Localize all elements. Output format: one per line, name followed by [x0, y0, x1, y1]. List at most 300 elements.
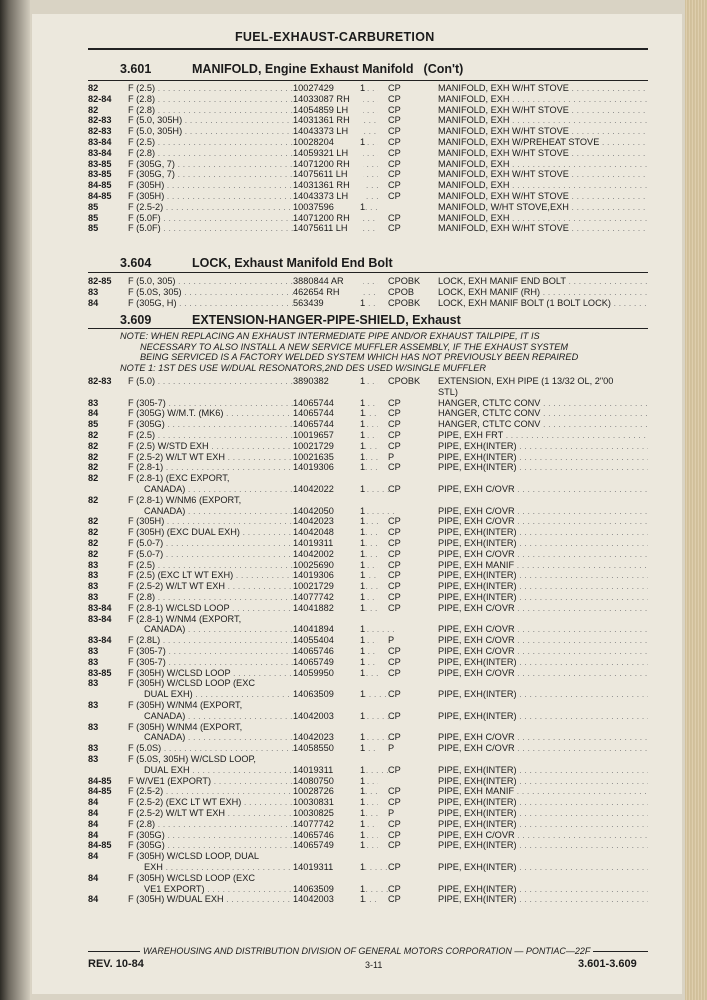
part-number: 14042048 — [293, 527, 363, 537]
model-year: 82 — [88, 516, 99, 527]
section-rule — [88, 328, 648, 329]
part-name: PIPE, EXH(INTER) . . . — [438, 538, 648, 548]
application: F (2.5) . . . — [128, 83, 378, 93]
source-code: CP — [388, 430, 401, 440]
section-title: EXTENSION-HANGER-PIPE-SHIELD, Exhaust — [192, 313, 461, 327]
source-code: CP — [388, 115, 401, 126]
application: F (2.8) . . . — [128, 105, 378, 115]
part-number: 14042003 — [293, 894, 363, 904]
part-name: PIPE, EXH C/OVR . . . — [438, 635, 648, 645]
application: F (2.5) (EXC LT WT EXH) . . . — [128, 570, 378, 580]
table-row — [88, 506, 648, 516]
part-number: 14042023 — [293, 732, 363, 742]
source-code: CP — [388, 104, 401, 115]
quantity: 1 — [360, 505, 366, 516]
source-code: CP — [388, 786, 401, 797]
model-year: 85 — [88, 419, 99, 430]
model-year: 84 — [88, 297, 99, 308]
part-name: PIPE, EXH(INTER) . . . — [438, 884, 648, 894]
section-number: 3.609 — [120, 313, 152, 327]
part-number: 14065746 — [293, 830, 363, 840]
application: F (5.0, 305) . . . — [128, 276, 378, 286]
quantity: 1 — [360, 743, 366, 754]
source-code: CP — [388, 223, 401, 234]
source-code: CP — [388, 894, 401, 905]
model-year: 84 — [88, 797, 99, 808]
quantity: 1 — [360, 538, 366, 548]
part-number: 14031361 RH — [293, 180, 363, 190]
source-code: P — [388, 451, 395, 462]
model-year: 83 — [88, 754, 99, 764]
quantity: 1 — [360, 829, 366, 840]
application: F (305-7) . . . — [128, 646, 378, 656]
part-name: PIPE, EXH(INTER) . . . — [438, 819, 648, 829]
part-name: PIPE, EXH(INTER) . . . — [438, 808, 648, 818]
part-number: 14042050 — [293, 506, 363, 516]
part-name: MANIFOLD, EXH W/HT STOVE . . . — [438, 169, 648, 179]
application: F (2.8) . . . — [128, 94, 378, 104]
part-name: PIPE, EXH C/OVR . . . — [438, 830, 648, 840]
model-year: 84-85 — [88, 840, 112, 851]
part-name: MANIFOLD, EXH . . . — [438, 115, 648, 125]
part-name: PIPE, EXH C/OVR . . . — [438, 732, 648, 742]
table-row — [88, 126, 648, 136]
quantity: 1 — [360, 462, 366, 473]
model-year: 84 — [88, 894, 99, 905]
application: F (2.5-2) . . . — [128, 202, 378, 212]
quantity: 1 — [360, 516, 366, 527]
source-code: CP — [388, 440, 401, 451]
footer-company: WAREHOUSING AND DISTRIBUTION DIVISION OF GENERAL MOTORS CORPORATION — PONTIAC—22F — [140, 946, 593, 956]
part-number: 14033087 RH — [293, 94, 363, 104]
quantity: 1 — [360, 592, 366, 602]
part-name: MANIFOLD, W/HT STOVE,EXH . . . — [438, 202, 648, 212]
table-row — [88, 808, 648, 818]
source-code: CP — [388, 126, 401, 137]
quantity: 1 — [360, 808, 366, 818]
application: VE1 EXPORT) . . . — [144, 884, 394, 894]
part-name: PIPE, EXH C/OVR . . . — [438, 603, 648, 613]
model-year: 83-85 — [88, 158, 112, 169]
model-year: 84 — [88, 408, 99, 419]
table-row — [88, 430, 648, 440]
model-year: 82 — [88, 538, 99, 548]
model-year: 82-84 — [88, 93, 112, 104]
part-name: PIPE, EXH(INTER) . . . — [438, 657, 648, 667]
table-row — [88, 560, 648, 570]
table-row — [88, 441, 648, 451]
part-name: PIPE, EXH C/OVR . . . — [438, 668, 648, 678]
quantity: 1 — [360, 397, 366, 408]
part-name: PIPE, EXH(INTER) . . . — [438, 441, 648, 451]
model-year: 83 — [88, 721, 99, 732]
quantity: 1 — [360, 797, 366, 808]
source-code: CP — [388, 883, 401, 894]
source-code: CP — [388, 829, 401, 840]
revision-label: REV. 10-84 — [88, 958, 144, 970]
table-row — [88, 419, 648, 429]
quantity: 1 — [360, 527, 366, 538]
quantity: 1 — [360, 764, 366, 775]
application: F (305H) W/CLSD LOOP . . . — [128, 668, 378, 678]
source-code: CP — [388, 137, 401, 147]
table-row — [88, 180, 648, 190]
quantity: 1 — [360, 440, 366, 451]
quantity: 1 — [360, 419, 366, 430]
source-code: CP — [388, 158, 401, 169]
part-name: MANIFOLD, EXH . . . — [438, 159, 648, 169]
table-row — [88, 668, 648, 678]
table-row — [88, 202, 648, 212]
table-row — [88, 862, 648, 872]
source-code: CP — [388, 592, 401, 602]
part-number: 14071200 RH — [293, 213, 363, 223]
header-rule — [88, 48, 648, 50]
source-code: CP — [388, 419, 401, 430]
part-name: EXTENSION, EXH PIPE (1 13/32 OL, 2"00 — [438, 376, 614, 386]
table-row — [88, 732, 648, 742]
source-code: CP — [388, 570, 401, 581]
part-name: LOCK, EXH MANIF BOLT (1 BOLT LOCK) . . . — [438, 298, 648, 308]
section-note-line: NOTE: WHEN REPLACING AN EXHAUST INTERMEDIATE PIPE AND/OR EXHAUST TAILPIPE, IT IS — [120, 331, 540, 341]
part-name: LOCK, EXH MANIF END BOLT . . . — [438, 276, 648, 286]
part-name: HANGER, CTLTC CONV . . . — [438, 398, 648, 408]
part-name: MANIFOLD, EXH W/HT STOVE . . . — [438, 148, 648, 158]
model-year: 83-84 — [88, 635, 112, 646]
part-number: 14019306 — [293, 570, 363, 580]
application: F (5.0) . . . — [128, 376, 378, 386]
part-name: MANIFOLD, EXH W/HT STOVE . . . — [438, 223, 648, 233]
model-year: 83 — [88, 286, 99, 297]
part-number: 14075611 LH — [293, 223, 363, 233]
application: F (2.5) . . . — [128, 430, 378, 440]
model-year: 85 — [88, 212, 99, 223]
model-year: 84 — [88, 872, 99, 883]
application: F (2.5-2) W/LT WT EXH . . . — [128, 581, 378, 591]
quantity: 1 — [360, 624, 366, 635]
part-name: PIPE, EXH C/OVR . . . — [438, 506, 648, 516]
application: F (305H) W/CLSD LOOP, DUAL — [128, 851, 260, 862]
application: F (2.5-2) W/LT WT EXH . . . — [128, 808, 378, 818]
quantity: 1 — [360, 732, 366, 743]
table-row — [88, 376, 648, 386]
quantity: 1 — [360, 894, 366, 905]
part-number: 14019311 — [293, 538, 363, 548]
application: F (305G, H) . . . — [128, 298, 378, 308]
model-year: 82 — [88, 527, 99, 538]
source-code: CP — [388, 397, 401, 408]
model-year: 84 — [88, 818, 99, 829]
model-year: 84-85 — [88, 180, 112, 191]
table-row — [88, 884, 648, 894]
model-year: 83 — [88, 559, 99, 570]
source-code: CPOB — [388, 286, 415, 297]
part-name: PIPE, EXH(INTER) . . . — [438, 776, 648, 786]
section-heading — [120, 313, 461, 327]
quantity: 1 — [360, 408, 366, 419]
table-row — [88, 495, 648, 505]
table-row — [88, 408, 648, 418]
source-code: CP — [388, 840, 401, 851]
application: F (305G) W/M.T. (MK6) . . . — [128, 408, 378, 418]
source-code: CP — [388, 667, 401, 678]
model-year: 82 — [88, 462, 99, 473]
part-number: 14065749 — [293, 840, 363, 850]
part-name: MANIFOLD, EXH W/HT STOVE . . . — [438, 83, 648, 93]
source-code: CP — [388, 408, 401, 419]
part-number: 10019657 — [293, 430, 363, 440]
part-name: MANIFOLD, EXH W/PREHEAT STOVE . . . — [438, 137, 648, 147]
table-row — [88, 635, 648, 645]
table-row — [88, 689, 648, 699]
application: F (305G, 7) . . . — [128, 169, 378, 179]
part-name: PIPE, EXH C/OVR . . . — [438, 484, 648, 494]
model-year: 84 — [88, 829, 99, 840]
section-heading — [120, 62, 463, 76]
application: F (305H) W/NM4 (EXPORT, — [128, 721, 243, 732]
table-row — [88, 473, 648, 483]
part-name: MANIFOLD, EXH . . . — [438, 213, 648, 223]
source-code: CP — [388, 732, 401, 743]
quantity: 1 — [360, 646, 366, 656]
part-name: PIPE, EXH(INTER) . . . — [438, 570, 648, 580]
part-number: 14019311 — [293, 862, 363, 872]
part-name: HANGER, CTLTC CONV . . . — [438, 419, 648, 429]
part-name: PIPE, EXH C/OVR . . . — [438, 516, 648, 526]
part-name: PIPE, EXH(INTER) . . . — [438, 797, 648, 807]
source-code: CP — [388, 538, 401, 548]
application: DUAL EXH . . . — [144, 765, 394, 775]
quantity: 1 — [360, 602, 366, 613]
application: F (2.8-1) (EXC EXPORT, — [128, 473, 230, 484]
part-name: PIPE, EXH(INTER) . . . — [438, 840, 648, 850]
part-number: 10030825 — [293, 808, 363, 818]
model-year: 82 — [88, 104, 99, 115]
table-row — [88, 570, 648, 580]
model-year: 83-84 — [88, 137, 112, 147]
table-row — [88, 624, 648, 634]
model-year: 85 — [88, 201, 99, 212]
application: F (305G, 7) . . . — [128, 159, 378, 169]
table-row — [88, 105, 648, 115]
table-row — [88, 298, 648, 308]
application: CANADA) . . . — [144, 732, 394, 742]
quantity: 1 — [360, 581, 366, 592]
model-year: 85 — [88, 223, 99, 234]
source-code: P — [388, 743, 395, 754]
quantity: 1 — [360, 451, 366, 462]
source-code: CP — [388, 180, 401, 191]
part-name: PIPE, EXH(INTER) . . . — [438, 581, 648, 591]
application: F (305H) W/NM4 (EXPORT, — [128, 700, 243, 710]
part-name: MANIFOLD, EXH . . . — [438, 180, 648, 190]
part-name: PIPE, EXH C/OVR . . . — [438, 624, 648, 634]
table-row — [88, 592, 648, 602]
application: F (2.8-1) W/CLSD LOOP . . . — [128, 603, 378, 613]
part-number: 14042002 — [293, 549, 363, 559]
table-row — [88, 678, 648, 688]
application: F (5.0-7) . . . — [128, 538, 378, 548]
part-name: PIPE, EXH(INTER) . . . — [438, 894, 648, 904]
section-title: LOCK, Exhaust Manifold End Bolt — [192, 256, 393, 270]
section-note-line: BEING SERVICED IS A FACTORY WELDED SYSTEM WHICH HAS NOT PREVIOUSLY BEEN REPAIRED — [140, 352, 579, 362]
source-code: CP — [388, 169, 401, 180]
section-rule — [88, 272, 648, 273]
model-year: 82 — [88, 440, 99, 451]
model-year: 82-83 — [88, 126, 112, 137]
quantity: 1 — [360, 775, 366, 786]
source-code: CP — [388, 862, 401, 872]
quantity: 1 — [360, 786, 366, 797]
table-row — [88, 765, 648, 775]
model-year: 82 — [88, 430, 99, 440]
model-year: 83 — [88, 592, 99, 602]
part-name: PIPE, EXH C/OVR . . . — [438, 549, 648, 559]
quantity: 1 — [360, 656, 366, 667]
table-row — [88, 137, 648, 147]
part-number: 3880844 AR — [293, 276, 363, 286]
part-number: 14063509 — [293, 884, 363, 894]
part-number: 14065744 — [293, 398, 363, 408]
part-number: 10021729 — [293, 441, 363, 451]
part-number: 462654 RH — [293, 287, 363, 297]
table-row — [88, 191, 648, 201]
part-name: PIPE, EXH(INTER) . . . — [438, 862, 648, 872]
part-number: 14065744 — [293, 419, 363, 429]
application: F (305-7) . . . — [128, 657, 378, 667]
part-name: PIPE, EXH(INTER) . . . — [438, 689, 648, 699]
table-row — [88, 722, 648, 732]
part-number: 14077742 — [293, 592, 363, 602]
model-year: 84-85 — [88, 775, 112, 786]
application: F (2.8) . . . — [128, 148, 378, 158]
application: F (5.0-7) . . . — [128, 549, 378, 559]
section-note-line: NECESSARY TO ALSO INSTALL A NEW SERVICE MUFFLER ASSEMBLY, IF THE EXHAUST SYSTEM — [140, 341, 569, 352]
application: F (305-7) . . . — [128, 398, 378, 408]
source-code: CP — [388, 689, 401, 700]
quantity: 1 — [360, 710, 366, 721]
source-code: P — [388, 635, 395, 646]
application: F (305G) . . . — [128, 419, 378, 429]
part-name: PIPE, EXH(INTER) . . . — [438, 452, 648, 462]
table-row — [88, 851, 648, 861]
application: F (305G) . . . — [128, 830, 378, 840]
part-number: 10037596 — [293, 202, 363, 212]
table-row — [88, 223, 648, 233]
part-name: MANIFOLD, EXH W/HT STOVE . . . — [438, 105, 648, 115]
application: F W/VE1 (EXPORT) . . . — [128, 776, 378, 786]
table-row — [88, 549, 648, 559]
quantity: 1 — [360, 862, 366, 872]
part-number: 14065749 — [293, 657, 363, 667]
table-row — [88, 711, 648, 721]
application: F (305H) W/DUAL EXH . . . — [128, 894, 378, 904]
quantity: 1 — [360, 689, 366, 700]
part-name: PIPE, EXH(INTER) . . . — [438, 711, 648, 721]
part-number: 10030831 — [293, 797, 363, 807]
part-name: PIPE, EXH C/OVR . . . — [438, 743, 648, 753]
model-year: 83 — [88, 397, 99, 408]
table-row — [88, 614, 648, 624]
section-number: 3.604 — [120, 256, 152, 270]
application: F (2.5-2) W/LT WT EXH . . . — [128, 452, 378, 462]
source-code: CP — [388, 548, 401, 559]
part-number: 14065744 — [293, 408, 363, 418]
table-row — [88, 452, 648, 462]
table-row — [88, 287, 648, 297]
application: CANADA) . . . — [144, 624, 394, 634]
source-code: CP — [388, 646, 401, 656]
table-row — [88, 840, 648, 850]
part-number: 563439 — [293, 298, 363, 308]
application: F (5.0F) . . . — [128, 223, 378, 233]
model-year: 83 — [88, 646, 99, 656]
quantity: 1 — [360, 201, 366, 212]
source-code: CP — [388, 818, 401, 829]
model-year: 83-84 — [88, 613, 112, 624]
table-row — [88, 159, 648, 169]
part-number: 14059321 LH — [293, 148, 363, 158]
part-number: 14041894 — [293, 624, 363, 634]
application: F (5.0S, 305) . . . — [128, 287, 378, 297]
application: DUAL EXH) . . . — [144, 689, 394, 699]
application: CANADA) . . . — [144, 506, 394, 516]
part-number: 14055404 — [293, 635, 363, 645]
part-name: LOCK, EXH MANIF (RH) . . . — [438, 287, 648, 297]
source-code: CP — [388, 710, 401, 721]
part-number: 14019306 — [293, 462, 363, 472]
application: EXH . . . — [144, 862, 394, 872]
part-name: PIPE, EXH MANIF . . . — [438, 560, 648, 570]
quantity: 1 — [360, 548, 366, 559]
part-number: 10028204 — [293, 137, 363, 147]
source-code: CP — [388, 212, 401, 223]
table-row — [88, 786, 648, 796]
model-year: 82-85 — [88, 276, 112, 286]
book-binding-edge — [0, 0, 30, 1000]
source-code: CP — [388, 527, 401, 538]
model-year: 83-85 — [88, 667, 112, 678]
model-year: 83 — [88, 570, 99, 581]
quantity: 1 — [360, 667, 366, 678]
table-row — [88, 657, 648, 667]
part-name: PIPE, EXH(INTER) . . . — [438, 592, 648, 602]
model-year: 83-85 — [88, 169, 112, 180]
application: F (2.8-1) W/NM6 (EXPORT, — [128, 494, 242, 505]
model-year: 82 — [88, 473, 99, 484]
quantity: 1 — [360, 376, 366, 386]
application: F (305H) W/CLSD LOOP (EXC — [128, 872, 255, 883]
application: F (305H) . . . — [128, 191, 378, 201]
section-range: 3.601-3.609 — [578, 958, 637, 970]
part-number: 10021635 — [293, 452, 363, 462]
part-number: 14063509 — [293, 689, 363, 699]
part-number: 10025690 — [293, 560, 363, 570]
part-number: 14042022 — [293, 484, 363, 494]
part-name: MANIFOLD, EXH W/HT STOVE . . . — [438, 191, 648, 201]
page-title: FUEL-EXHAUST-CARBURETION — [235, 30, 435, 44]
part-number: 14042023 — [293, 516, 363, 526]
table-row — [88, 527, 648, 537]
table-row — [88, 603, 648, 613]
application: F (2.5) . . . — [128, 137, 378, 147]
quantity: 1 — [360, 570, 366, 581]
section-continued: (Con't) — [423, 62, 464, 76]
table-row — [88, 83, 648, 93]
table-row — [88, 743, 648, 753]
part-number: 14031361 RH — [293, 115, 363, 125]
application: F (2.8) . . . — [128, 592, 378, 602]
